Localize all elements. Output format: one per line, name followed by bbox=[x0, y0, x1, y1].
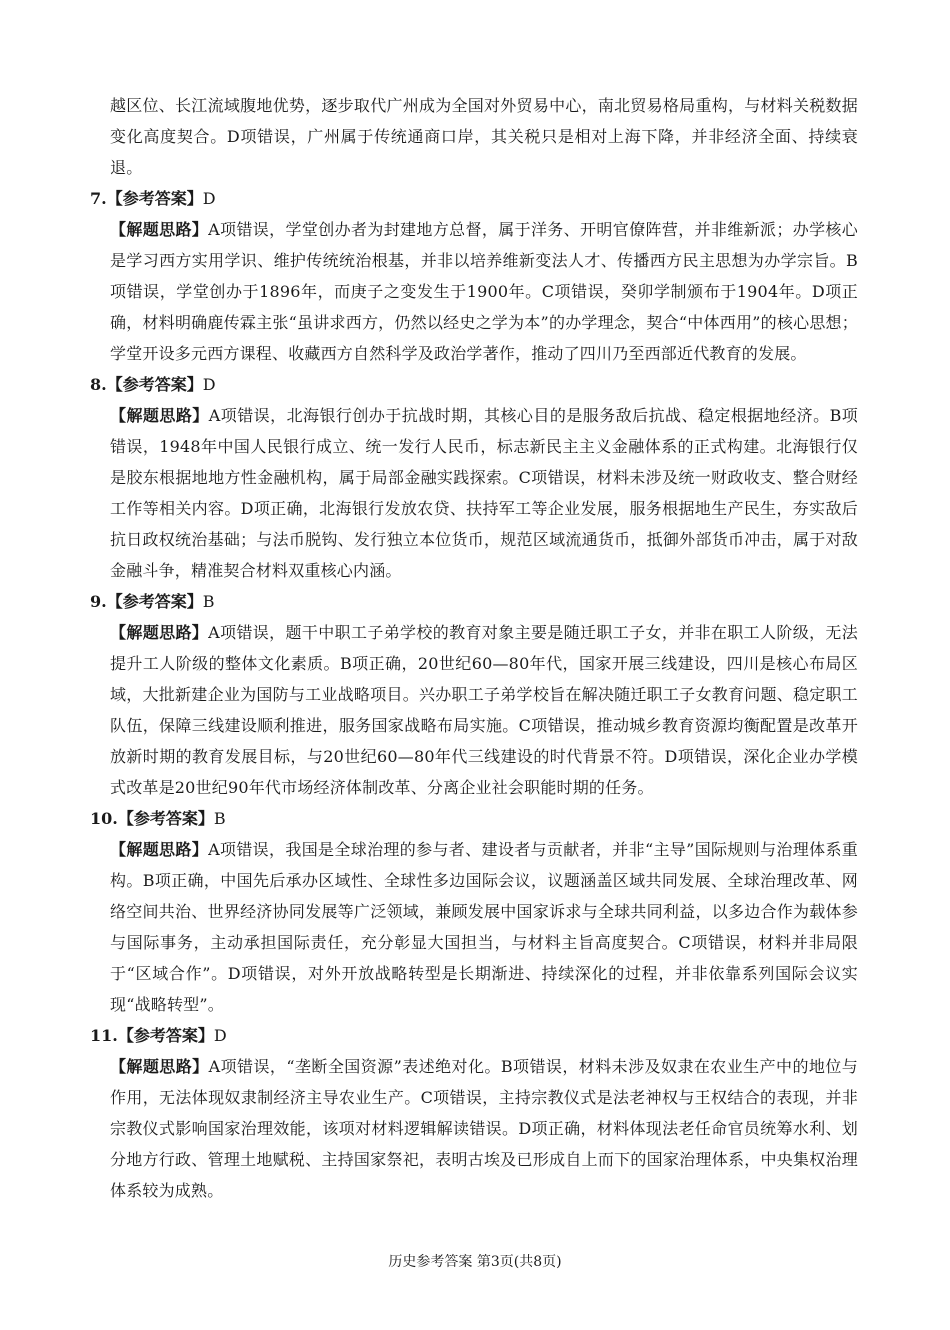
question-header bbox=[90, 803, 858, 834]
answer-tag: 【参考答案】 bbox=[117, 809, 214, 828]
analysis-tag: 【解题思路】 bbox=[110, 623, 209, 642]
analysis-text: A项错误，“垄断全国资源”表述绝对化。B项错误，材料未涉及奴隶在农业生产中的地位与作用，无法体现奴隶制经济主导农业生产。C项错误，主持宗教仪式是法老神权与王权结合的表现，并非宗教仪式影响国家治理效能，该项对材料逻辑解读错误。D项正确，材料体现法老任命官员统筹水利、划分地方行政、管理土地赋税、主持国家祭祀，表明古埃及已形成自上而下的国家治理体系，中央集权治理体系较为成熟。 bbox=[110, 1057, 858, 1200]
answer-tag: 【参考答案】 bbox=[106, 375, 203, 394]
answer-value: D bbox=[213, 1026, 227, 1045]
answer-value: B bbox=[213, 809, 226, 828]
answer-tag: 【参考答案】 bbox=[106, 592, 203, 611]
question-9 bbox=[90, 586, 858, 803]
question-11 bbox=[90, 1020, 858, 1206]
question-7 bbox=[90, 183, 858, 369]
analysis-text: A项错误，学堂创办者为封建地方总督，属于洋务、开明官僚阵营，并非维新派；办学核心是学习西方实用学识、维护传统统治根基，并非以培养维新变法人才、传播西方民主思想为办学宗旨。B项错误，学堂创办于1896年，而庚子之变发生于1900年。C项错误，癸卯学制颁布于1904年。D项正确，材料明确鹿传霖主张“虽讲求西方，仍然以经史之学为本”的办学理念，契合“中体西用”的核心思想；学堂开设多元西方课程、收藏西方自然科学及政治学著作，推动了四川乃至西部近代教育的发展。 bbox=[110, 220, 858, 363]
question-number: 11. bbox=[90, 1026, 118, 1045]
question-10 bbox=[90, 803, 858, 1020]
analysis-text: A项错误，我国是全球治理的参与者、建设者与贡献者，并非“主导”国际规则与治理体系重构。B项正确，中国先后承办区域性、全球性多边国际会议，议题涵盖区域共同发展、全球治理改革、网络空间共治、世界经济协同发展等广泛领域，兼顾发展中国家诉求与全球共同利益，以多边合作为载体参与国际事务，主动承担国际责任，充分彰显大国担当，与材料主旨高度契合。C项错误，材料并非局限于“区域合作”。D项错误，对外开放战略转型是长期渐进、持续深化的过程，并非依靠系列国际会议实现“战略转型”。 bbox=[110, 840, 858, 1014]
analysis-paragraph bbox=[110, 834, 858, 1020]
analysis-paragraph bbox=[110, 400, 858, 586]
continuation-paragraph: 越区位、长江流域腹地优势，逐步取代广州成为全国对外贸易中心，南北贸易格局重构，与材料关税数据变化高度契合。D项错误，广州属于传统通商口岸，其关税只是相对上海下降，并非经济全面、持续衰退。 bbox=[110, 96, 858, 177]
question-header bbox=[90, 183, 858, 214]
answer-tag: 【参考答案】 bbox=[117, 1026, 214, 1045]
question-8 bbox=[90, 369, 858, 586]
question-header bbox=[90, 586, 858, 617]
question-header bbox=[90, 1020, 858, 1051]
question-number: 8. bbox=[90, 375, 107, 394]
analysis-paragraph bbox=[110, 617, 858, 803]
analysis-text: A项错误，题干中职工子弟学校的教育对象主要是随迁职工子女，并非在职工人阶级，无法提升工人阶级的整体文化素质。B项正确，20世纪60—80年代，国家开展三线建设，四川是核心布局区域，大批新建企业为国防与工业战略项目。兴办职工子弟学校旨在解决随迁职工子女教育问题、稳定职工队伍，保障三线建设顺利推进，服务国家战略布局实施。C项错误，推动城乡教育资源均衡配置是改革开放新时期的教育发展目标，与20世纪60—80年代三线建设的时代背景不符。D项错误，深化企业办学模式改革是20世纪90年代市场经济体制改革、分离企业社会职能时期的任务。 bbox=[110, 623, 858, 797]
page-footer: 历史参考答案 第3页(共8页) bbox=[388, 1254, 562, 1270]
question-number: 7. bbox=[90, 189, 107, 208]
analysis-paragraph bbox=[110, 214, 858, 369]
question-header bbox=[90, 369, 858, 400]
analysis-tag: 【解题思路】 bbox=[110, 406, 209, 425]
answer-value: B bbox=[202, 592, 215, 611]
question-number: 10. bbox=[90, 809, 118, 828]
analysis-tag: 【解题思路】 bbox=[110, 220, 209, 239]
answer-tag: 【参考答案】 bbox=[106, 189, 203, 208]
answer-value: D bbox=[202, 189, 216, 208]
question-number: 9. bbox=[90, 592, 107, 611]
analysis-paragraph bbox=[110, 1051, 858, 1206]
analysis-text: A项错误，北海银行创办于抗战时期，其核心目的是服务敌后抗战、稳定根据地经济。B项错误，1948年中国人民银行成立、统一发行人民币，标志新民主主义金融体系的正式构建。北海银行仅是胶东根据地地方性金融机构，属于局部金融实践探索。C项错误，材料未涉及统一财政收支、整合财经工作等相关内容。D项正确，北海银行发放农贷、扶持军工等企业发展，服务根据地生产民生，夯实敌后抗日政权统治基础；与法币脱钩、发行独立本位货币，规范区域流通货币，抵御外部货币冲击，属于对敌金融斗争，精准契合材料双重核心内涵。 bbox=[110, 406, 858, 580]
analysis-tag: 【解题思路】 bbox=[110, 1057, 209, 1076]
analysis-tag: 【解题思路】 bbox=[110, 840, 209, 859]
answer-value: D bbox=[202, 375, 216, 394]
answer-content bbox=[90, 90, 858, 1206]
